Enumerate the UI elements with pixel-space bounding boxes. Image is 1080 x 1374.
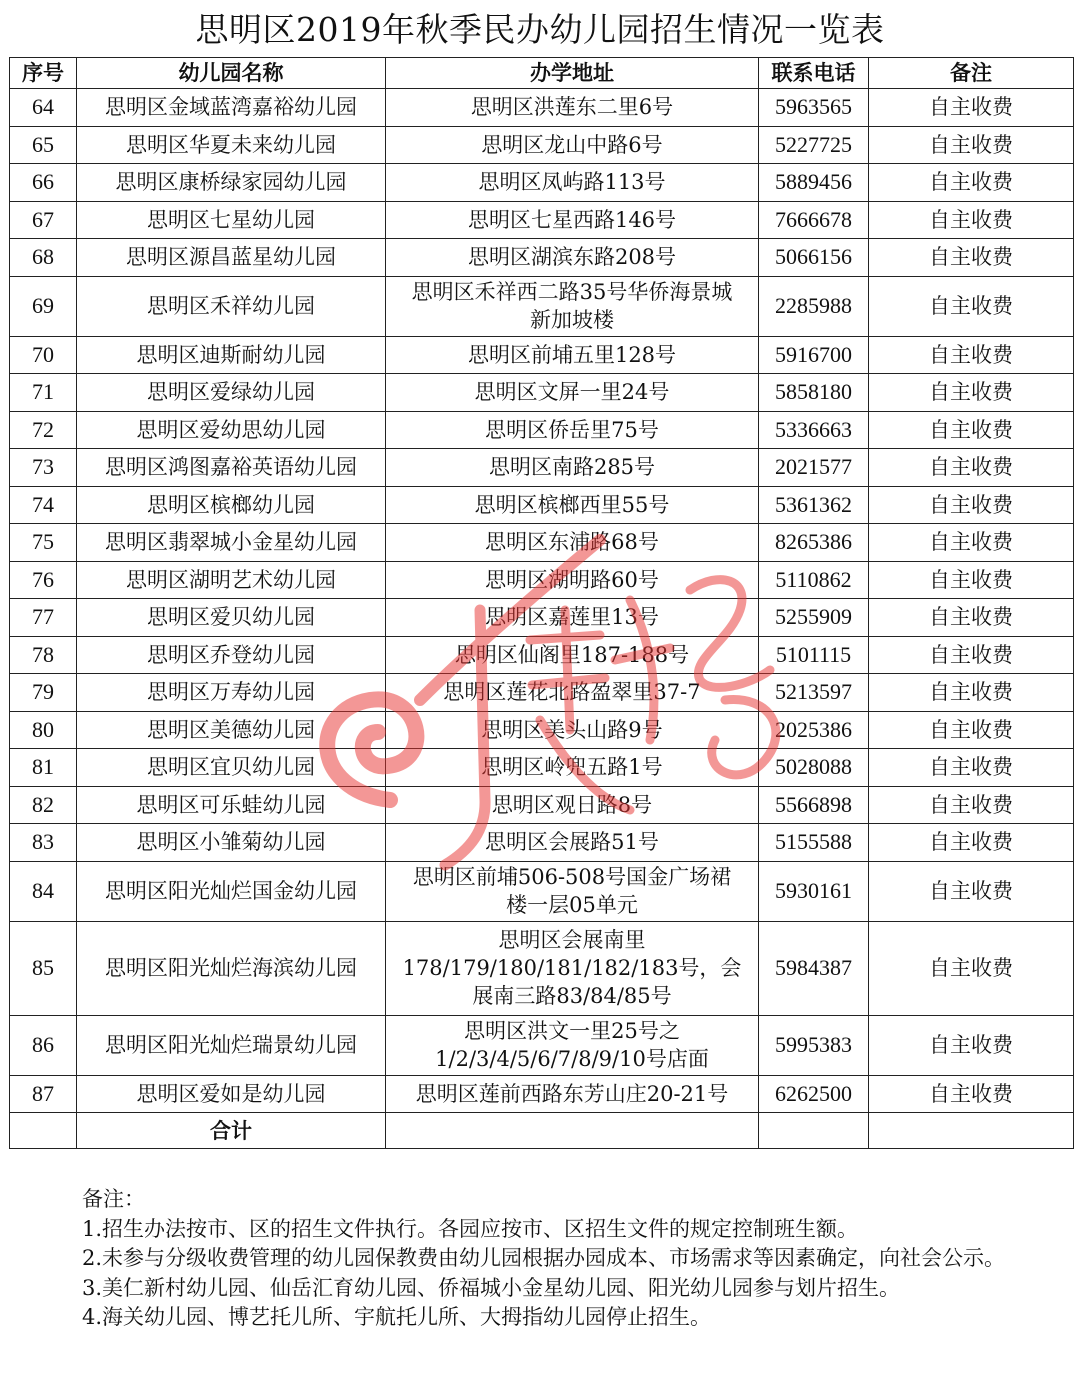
table-row [10,276,1074,336]
address-cell [386,861,759,921]
table-row [10,239,1074,277]
row-index: 64 [10,89,77,127]
phone-number: 5984387 [759,921,869,1015]
row-index: 79 [10,674,77,712]
address-line: 思明区湖明路60号 [485,567,659,592]
table-row [10,524,1074,562]
address-line: 思明区禾祥西二路35号华侨海景城 [411,280,733,304]
phone-number: 5213597 [759,674,869,712]
address-line: 思明区会展路51号 [485,830,659,855]
fee-note: 自主收费 [869,524,1074,562]
fee-note: 自主收费 [869,89,1074,127]
address-cell [386,126,759,164]
phone-number: 5361362 [759,486,869,524]
row-index: 65 [10,126,77,164]
kindergarten-name: 思明区爱如是幼儿园 [77,1075,386,1113]
address-line: 思明区会展南里 [498,928,646,952]
kindergarten-name: 思明区阳光灿烂海滨幼儿园 [77,921,386,1015]
note-item-4: 4.海关幼儿园、博艺托儿所、宇航托儿所、大拇指幼儿园停止招生。 [82,1305,712,1329]
table-row [10,824,1074,862]
address-line: 思明区莲前西路东芳山庄20-21号 [415,1081,729,1106]
address-line: 思明区凤屿路113号 [478,170,666,195]
row-index: 82 [10,786,77,824]
address-cell [386,524,759,562]
phone-number: 2025386 [759,711,869,749]
kindergarten-name: 思明区阳光灿烂国金幼儿园 [77,861,386,921]
row-index: 81 [10,749,77,787]
address-line: 思明区观日路8号 [491,792,653,817]
address-line: 思明区莲花北路盈翠里37-7 [443,680,701,705]
address-cell [386,636,759,674]
total-index-cell [10,1113,77,1149]
kindergarten-name: 思明区康桥绿家园幼儿园 [77,164,386,202]
kindergarten-name: 思明区金域蓝湾嘉裕幼儿园 [77,89,386,127]
address-cell [386,486,759,524]
fee-note: 自主收费 [869,486,1074,524]
address-line: 思明区前埔506-508号国金广场裙 [412,865,732,889]
fee-note: 自主收费 [869,1075,1074,1113]
table-row [10,711,1074,749]
address-cell [386,1075,759,1113]
phone-number: 5336663 [759,411,869,449]
row-index: 80 [10,711,77,749]
phone-number: 5066156 [759,239,869,277]
address-cell [386,561,759,599]
row-index: 74 [10,486,77,524]
table-row [10,599,1074,637]
phone-number: 5255909 [759,599,869,637]
phone-number: 5995383 [759,1015,869,1075]
phone-number: 5916700 [759,336,869,374]
kindergarten-name: 思明区湖明艺术幼儿园 [77,561,386,599]
address-line: 思明区槟榔西里55号 [474,492,670,517]
total-note-cell [869,1113,1074,1149]
header-index: 序号 [10,58,77,89]
address-cell [386,674,759,712]
row-index: 87 [10,1075,77,1113]
table-row [10,786,1074,824]
table-row [10,486,1074,524]
address-cell [386,1015,759,1075]
row-index: 66 [10,164,77,202]
header-phone: 联系电话 [759,58,869,89]
address-cell [386,374,759,412]
table-row [10,374,1074,412]
total-label: 合计 [77,1113,386,1149]
address-line: 思明区前埔五里128号 [467,342,677,367]
header-name: 幼儿园名称 [77,58,386,89]
fee-note: 自主收费 [869,126,1074,164]
row-index: 84 [10,861,77,921]
kindergarten-name: 思明区源昌蓝星幼儿园 [77,239,386,277]
row-index: 78 [10,636,77,674]
phone-number: 5101115 [759,636,869,674]
address-line: 新加坡楼 [530,308,614,332]
row-index: 86 [10,1015,77,1075]
address-cell [386,824,759,862]
address-line: 思明区嘉莲里13号 [485,605,659,630]
address-line: 思明区南路285号 [488,455,656,480]
fee-note: 自主收费 [869,201,1074,239]
total-phone-cell [759,1113,869,1149]
row-index: 69 [10,276,77,336]
table-row [10,449,1074,487]
address-line: 思明区美头山路9号 [481,717,663,742]
address-cell [386,449,759,487]
table-row [10,201,1074,239]
kindergarten-name: 思明区万寿幼儿园 [77,674,386,712]
fee-note: 自主收费 [869,861,1074,921]
row-index: 71 [10,374,77,412]
note-item-1: 1.招生办法按市、区的招生文件执行。各园应按市、区招生文件的规定控制班生额。 [82,1216,859,1241]
kindergarten-name: 思明区禾祥幼儿园 [77,276,386,336]
kindergarten-name: 思明区阳光灿烂瑞景幼儿园 [77,1015,386,1075]
phone-number: 7666678 [759,201,869,239]
address-cell [386,749,759,787]
fee-note: 自主收费 [869,824,1074,862]
kindergarten-name: 思明区可乐蛙幼儿园 [77,786,386,824]
address-line: 思明区文屏一里24号 [474,380,670,405]
table-row [10,561,1074,599]
kindergarten-name: 思明区七星幼儿园 [77,201,386,239]
row-index: 83 [10,824,77,862]
address-line: 楼一层05单元 [506,893,638,917]
address-cell [386,164,759,202]
phone-number: 5566898 [759,786,869,824]
fee-note: 自主收费 [869,674,1074,712]
address-line: 思明区洪莲东二里6号 [470,95,674,120]
address-line: 思明区东浦路68号 [485,530,659,555]
phone-number: 5858180 [759,374,869,412]
page-title: 思明区2019年秋季民办幼儿园招生情况一览表 [195,10,885,49]
total-address-cell [386,1113,759,1149]
row-index: 75 [10,524,77,562]
table-row [10,1075,1074,1113]
header-note: 备注 [869,58,1074,89]
note-item-2: 2.未参与分级收费管理的幼儿园保教费由幼儿园根据办园成本、市场需求等因素确定，向社会公示。 [82,1246,1006,1270]
row-index: 68 [10,239,77,277]
kindergarten-name: 思明区翡翠城小金星幼儿园 [77,524,386,562]
fee-note: 自主收费 [869,449,1074,487]
address-cell [386,921,759,1015]
phone-number: 8265386 [759,524,869,562]
notes-section [82,1185,1067,1333]
address-cell [386,711,759,749]
row-index: 85 [10,921,77,1015]
address-cell [386,411,759,449]
address-line: 思明区仙阁里187-188号 [454,642,690,667]
row-index: 73 [10,449,77,487]
notes-heading: 备注： [82,1187,145,1211]
fee-note: 自主收费 [869,749,1074,787]
row-index: 72 [10,411,77,449]
table-body [10,89,1074,1113]
kindergarten-table [9,57,1074,1149]
kindergarten-name: 思明区华夏未来幼儿园 [77,126,386,164]
address-line: 思明区湖滨东路208号 [467,245,677,270]
address-cell [386,336,759,374]
row-index: 77 [10,599,77,637]
fee-note: 自主收费 [869,636,1074,674]
total-row [10,1113,1074,1149]
table-row [10,749,1074,787]
address-cell [386,239,759,277]
address-line: 展南三路83/84/85号 [472,984,672,1008]
phone-number: 5028088 [759,749,869,787]
address-line: 思明区洪文一里25号之 [464,1019,680,1043]
phone-number: 5930161 [759,861,869,921]
fee-note: 自主收费 [869,599,1074,637]
row-index: 67 [10,201,77,239]
kindergarten-name: 思明区乔登幼儿园 [77,636,386,674]
phone-number: 5963565 [759,89,869,127]
table-row [10,1015,1074,1075]
note-item-3: 3.美仁新村幼儿园、仙岳汇育幼儿园、侨福城小金星幼儿园、阳光幼儿园参与划片招生。 [82,1275,901,1300]
address-cell [386,786,759,824]
fee-note: 自主收费 [869,239,1074,277]
fee-note: 自主收费 [869,374,1074,412]
kindergarten-name: 思明区爱绿幼儿园 [77,374,386,412]
address-line: 178/179/180/181/182/183号，会 [402,956,742,980]
table-row [10,861,1074,921]
kindergarten-name: 思明区槟榔幼儿园 [77,486,386,524]
address-line: 思明区龙山中路6号 [481,132,663,157]
phone-number: 2285988 [759,276,869,336]
table-row [10,411,1074,449]
table-header-row [10,58,1074,89]
kindergarten-name: 思明区小雏菊幼儿园 [77,824,386,862]
phone-number: 5110862 [759,561,869,599]
kindergarten-name: 思明区鸿图嘉裕英语幼儿园 [77,449,386,487]
phone-number: 5227725 [759,126,869,164]
table-row [10,336,1074,374]
fee-note: 自主收费 [869,411,1074,449]
table-row [10,89,1074,127]
address-line: 思明区七星西路146号 [467,207,677,232]
fee-note: 自主收费 [869,164,1074,202]
fee-note: 自主收费 [869,711,1074,749]
table-row [10,674,1074,712]
fee-note: 自主收费 [869,1015,1074,1075]
row-index: 76 [10,561,77,599]
table-row [10,636,1074,674]
kindergarten-name: 思明区爱贝幼儿园 [77,599,386,637]
address-cell [386,201,759,239]
fee-note: 自主收费 [869,276,1074,336]
address-line: 1/2/3/4/5/6/7/8/9/10号店面 [435,1047,709,1071]
address-cell [386,276,759,336]
kindergarten-name: 思明区美德幼儿园 [77,711,386,749]
kindergarten-name: 思明区宜贝幼儿园 [77,749,386,787]
fee-note: 自主收费 [869,786,1074,824]
phone-number: 6262500 [759,1075,869,1113]
kindergarten-name: 思明区迪斯耐幼儿园 [77,336,386,374]
fee-note: 自主收费 [869,561,1074,599]
address-line: 思明区侨岳里75号 [485,417,659,442]
table-row [10,126,1074,164]
table-row [10,921,1074,1015]
phone-number: 5889456 [759,164,869,202]
address-line: 思明区岭兜五路1号 [481,755,663,780]
address-cell [386,89,759,127]
address-cell [386,599,759,637]
row-index: 70 [10,336,77,374]
kindergarten-name: 思明区爱幼思幼儿园 [77,411,386,449]
header-address: 办学地址 [386,58,759,89]
fee-note: 自主收费 [869,921,1074,1015]
table-row [10,164,1074,202]
fee-note: 自主收费 [869,336,1074,374]
phone-number: 2021577 [759,449,869,487]
phone-number: 5155588 [759,824,869,862]
